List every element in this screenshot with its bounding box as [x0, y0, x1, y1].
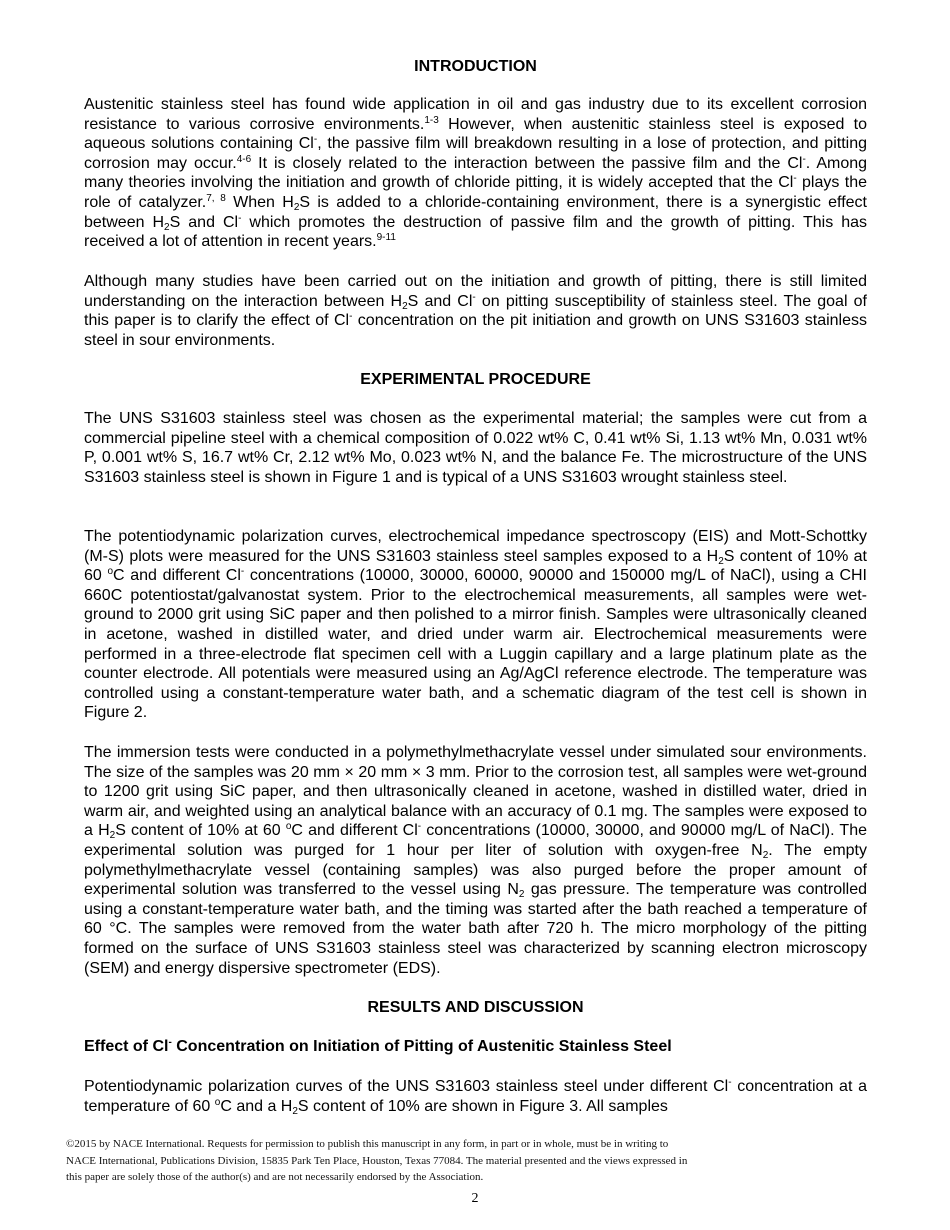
paragraph-results-1: Potentiodynamic polarization curves of the UNS S31603 stainless steel under different Cl- concentration at a temperature of 60 $^o$C and a $H_2S$ content of 10% are shown in Figure 3. All samples: [84, 1077, 868, 1117]
footer-line-1: ©2015 by NACE International. Requests for permission to publish this manuscript in any form, in part or in whole, must be in writing to: [66, 1138, 669, 1150]
paragraph-intro-2: Although many studies have been carried out on the initiation and growth of pitting, there is still limited understanding on the interaction between $H_2S$ and Cl- on pitting susceptibility of stainless steel. The goal of this paper is to clarify the effect of Cl- concentration on the pit initiation and growth on UNS S31603 stainless steel in sour environments.: [84, 273, 868, 349]
paragraph-experimental-3: The immersion tests were conducted in a polymethylmethacrylate vessel under simulated sour environments. The size of the samples was 20 mm × 20 mm × 3 mm. Prior to the corrosion test, all samples were wet-ground to 1200 grit using SiC paper, and then ultrasonically cleaned in acetone, washed in distilled water, dried in warm air, and weighted using an analytical balance with an accuracy of 0.1 mg. The samples were exposed to a $H_2S$ content of 10% at 60 $^o$C and different Cl- concentrations (10000, 30000, and 90000 mg/L of NaCl). The experimental solution was purged for 1 hour per liter of solution with oxygen-free $N_2$. The empty polymethylmethacrylate vessel (containing samples) was also purged before the proper amount of experimental solution was transferred to the vessel using $N_2$ gas pressure. The temperature was controlled using a constant-temperature water bath, and the timing was started after the bath reached a temperature of 60 °C. The samples were removed from the water bath after 720 h. The micro morphology of the pitting formed on the surface of UNS S31603 stainless steel was characterized by scanning electron microscopy (SEM) and energy dispersive spectrometer (EDS).: [84, 744, 867, 977]
subsection-heading-effect-of-cl: Effect of Cl- Concentration on Initiation of Pitting of Austenitic Stainless Steel: [84, 1037, 672, 1055]
page-number: 2: [471, 1191, 479, 1206]
paragraph-experimental-1: The UNS S31603 stainless steel was chosen as the experimental material; the samples were cut from a commercial pipeline steel with a chemical composition of 0.022 wt% C, 0.41 wt% Si, 1.13 wt% Mn, 0.031 wt% P, 0.001 wt% S, 16.7 wt% Cr, 2.12 wt% Mo, 0.023 wt% N, and the balance Fe. The microstructure of the UNS S31603 stainless steel is shown in Figure 1 and is typical of a UNS S31603 wrought stainless steel.: [84, 410, 867, 486]
copyright-footer: [66, 1136, 826, 1186]
section-heading-experimental-procedure: EXPERIMENTAL PROCEDURE: [360, 371, 591, 388]
paragraph-intro-1: Austenitic stainless steel has found wide application in oil and gas industry due to its excellent corrosion resistance to various corrosive environments.$^{1-3}$ However, when austenitic stainless steel is exposed to aqueous solutions containing Cl-, the passive film will breakdown resulting in a lose of protection, and pitting corrosion may occur.$^{4-6}$ It is closely related to the interaction between the passive film and the Cl-. Among many theories involving the initiation and growth of chloride pitting, it is widely accepted that the Cl- plays the role of catalyzer.$^{7, 8}$ When $H_2S$ is added to a chloride-containing environment, there is a synergistic effect between $H_2S$ and Cl- which promotes the destruction of passive film and the growth of pitting. This has received a lot of attention in recent years.$^{9-11}$: [84, 96, 868, 251]
section-heading-introduction: INTRODUCTION: [414, 58, 537, 75]
footer-line-2: NACE International, Publications Division, 15835 Park Ten Place, Houston, Texas 77084. The material presented and the views expressed in: [66, 1154, 688, 1167]
section-heading-results-and-discussion: RESULTS AND DISCUSSION: [367, 999, 584, 1016]
paragraph-experimental-2: The potentiodynamic polarization curves, electrochemical impedance spectroscopy (EIS) and Mott-Schottky (M-S) plots were measured for the UNS S31603 stainless steel samples exposed to a $H_2S$ content of 10% at 60 $^o$C and different Cl- concentrations (10000, 30000, 60000, 90000 and 150000 mg/L of NaCl), using a CHI 660C potentiostat/galvanostat system. Prior to the electrochemical measurements, all samples were wet-ground to 2000 grit using SiC paper and then polished to a mirror finish. Samples were ultrasonically cleaned in acetone, washed in distilled water, and dried under warm air. Electrochemical measurements were performed in a three-electrode flat specimen cell with a Luggin capillary and a large platinum plate as the counter electrode. All potentials were measured using an Ag/AgCl reference electrode. The temperature was controlled using a constant-temperature water bath, and a schematic diagram of the test cell is shown in Figure 2.: [84, 528, 867, 722]
footer-line-3: this paper are solely those of the author(s) and are not necessarily endorsed by the Association.: [66, 1171, 484, 1184]
